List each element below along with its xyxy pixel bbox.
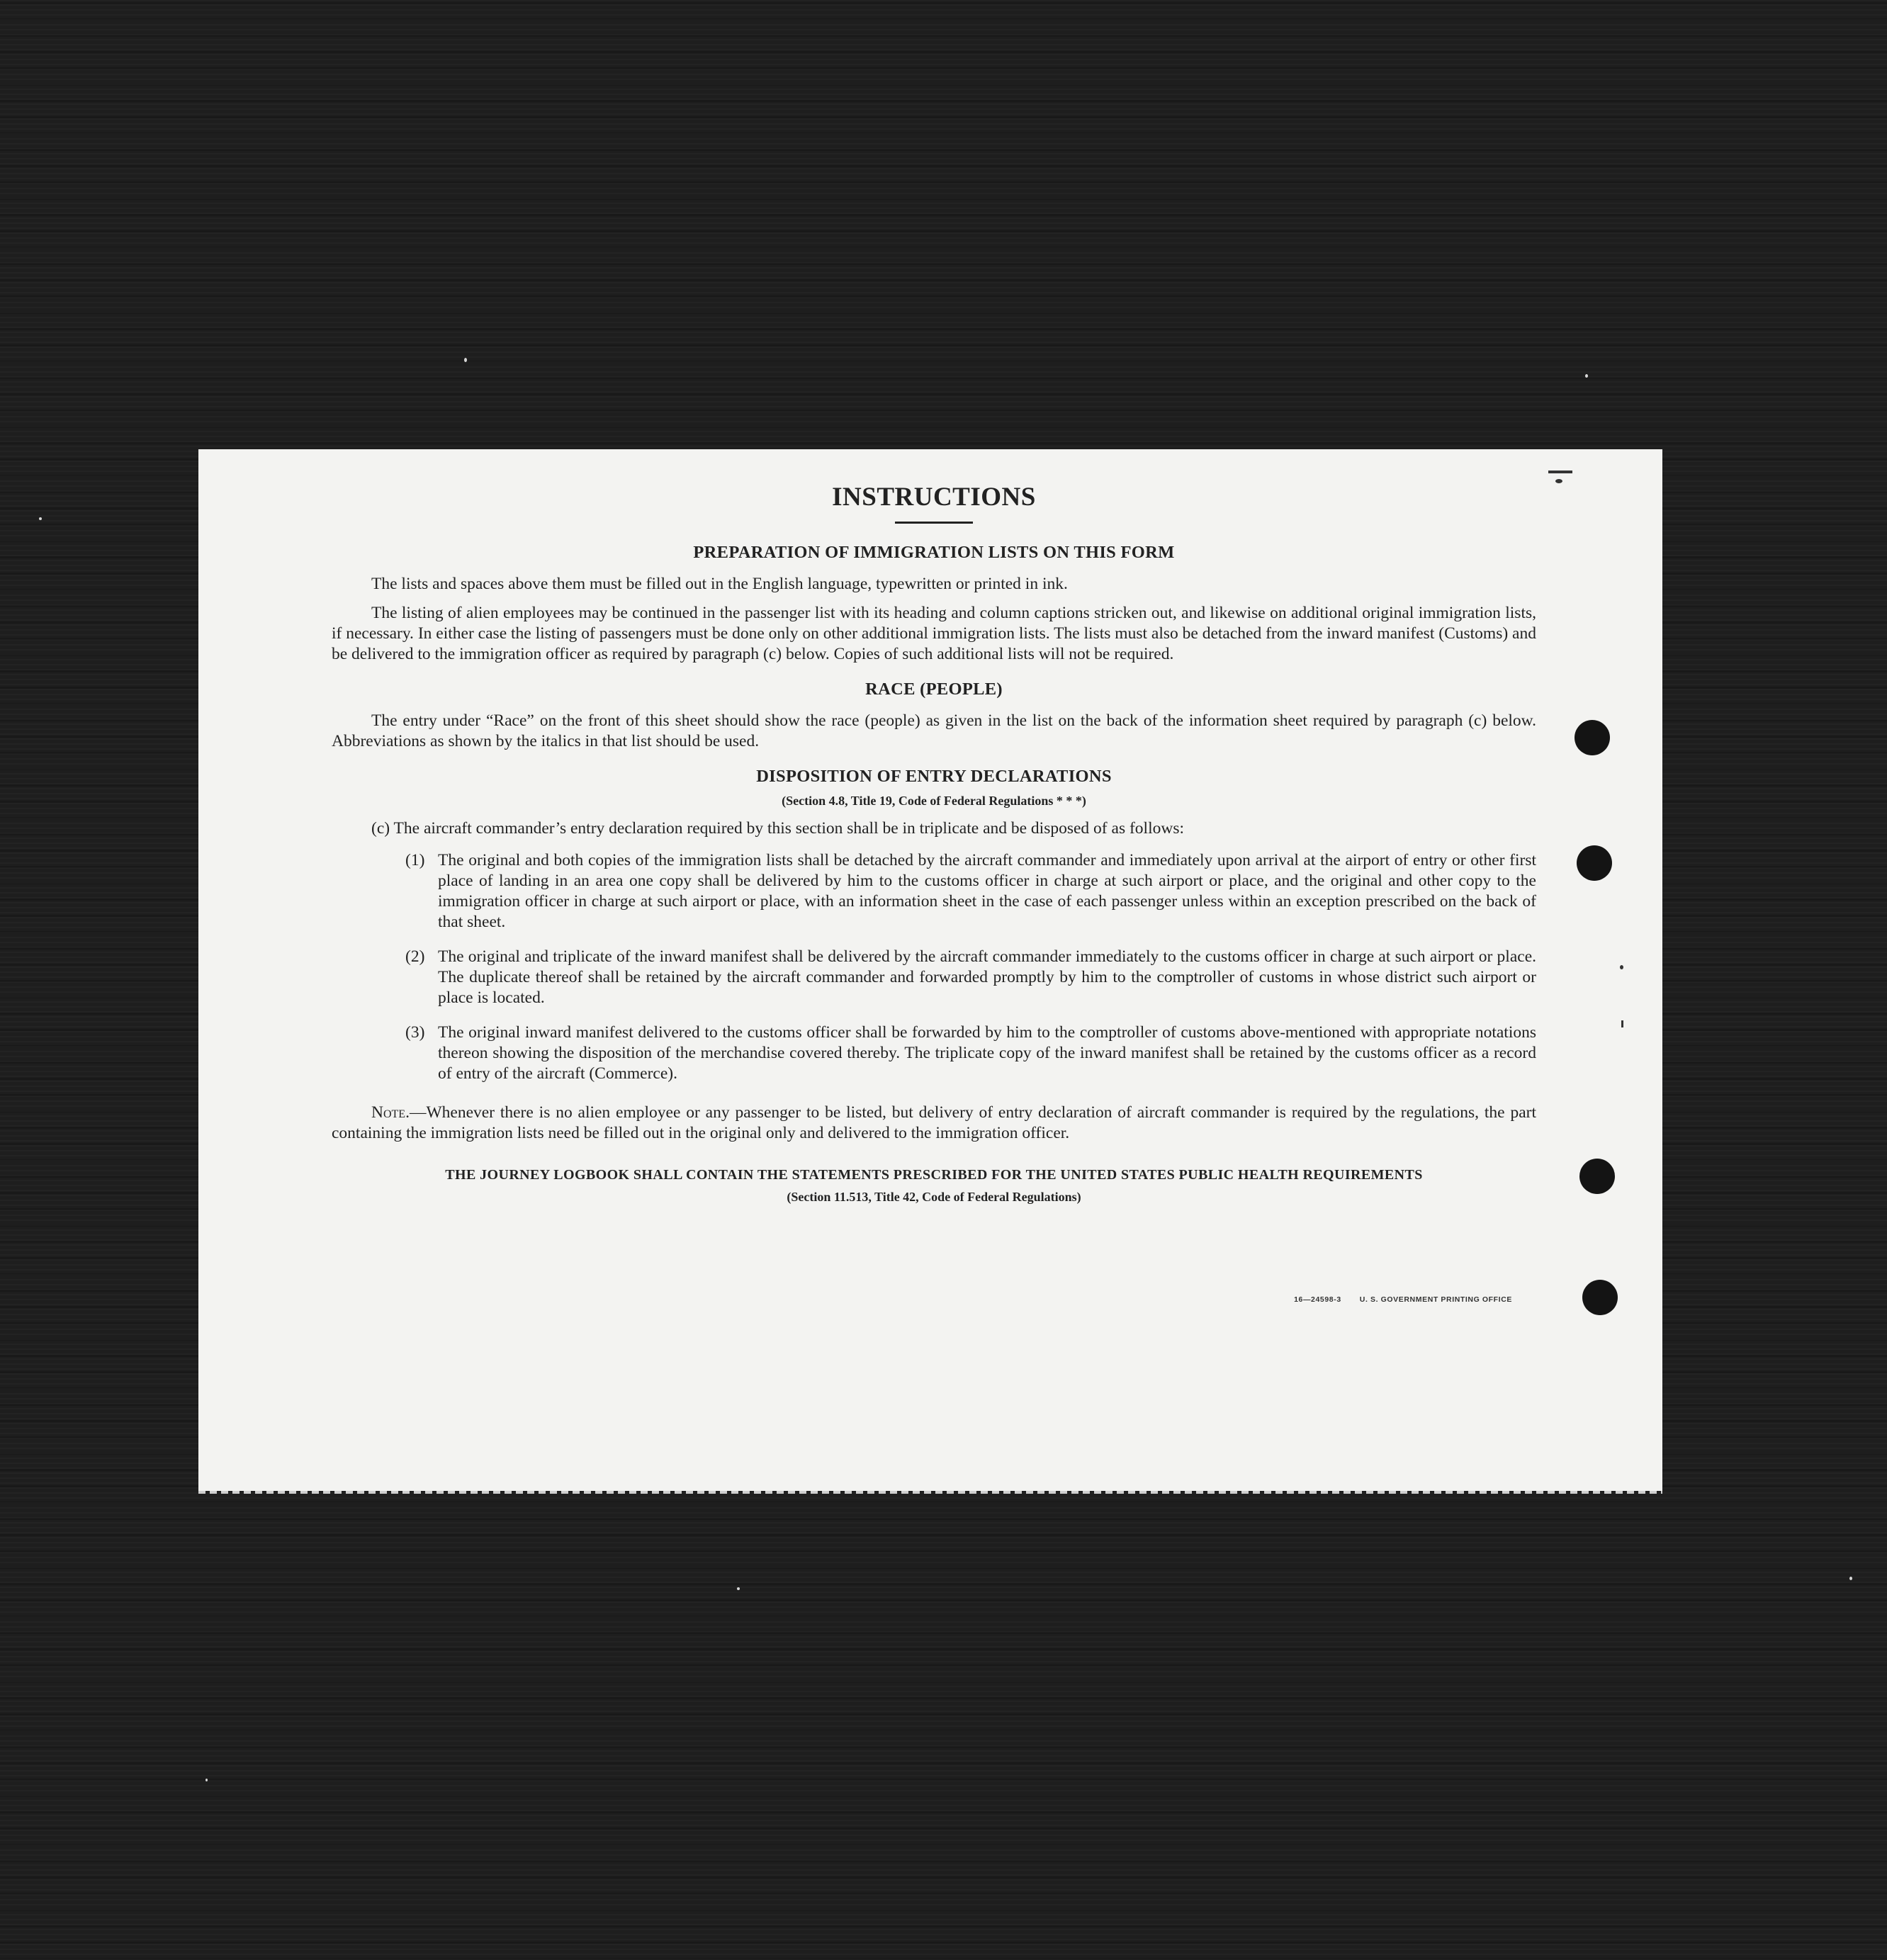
dust-speck: [1585, 374, 1588, 378]
dust-speck: [737, 1587, 740, 1590]
title-underline: [895, 522, 973, 524]
preparation-paragraph-1: The lists and spaces above them must be filled out in the English language, typewritten or printed in ink.: [371, 575, 1068, 593]
dust-speck: [464, 358, 467, 362]
item-text: The original and triplicate of the inward manifest shall be delivered by the aircraft commander immediately to the customs officer in charge at such airport or place. The duplicate thereof shall be retained by the aircraft commander and forwarded promptly by him to the comptroller of customs in whose district such airport or place is located.: [438, 947, 1536, 1007]
disposition-item-3: [405, 1023, 1536, 1084]
item-text: The original and both copies of the immigration lists shall be detached by the aircraft commander and immediately upon arrival at the airport of entry or other first place of landing in an area one copy shall be delivered by him to the customs officer in charge at such airport or place, and the original and other copy to the immigration officer in charge at such airport or place, with an information sheet in the case of each passenger unless within an exception prescribed on the back of that sheet.: [438, 851, 1536, 931]
instruction-sheet: [198, 449, 1662, 1491]
margin-mark: [1548, 471, 1572, 473]
note-label: Note.: [371, 1103, 410, 1122]
margin-mark: [1555, 479, 1562, 483]
journey-citation: (Section 11.513, Title 42, Code of Federal Regulations): [787, 1190, 1081, 1204]
item-number: (2): [405, 947, 425, 966]
instructions-content: [332, 480, 1536, 1207]
punch-hole: [1579, 1159, 1615, 1194]
form-number: 16—24598-3: [1294, 1295, 1341, 1304]
disposition-item-1: [405, 850, 1536, 933]
punch-hole: [1582, 1280, 1618, 1315]
punch-hole: [1575, 720, 1610, 755]
disposition-citation: (Section 4.8, Title 19, Code of Federal Regulations * * *): [782, 794, 1086, 808]
item-number: (3): [405, 1023, 425, 1042]
note-text: —Whenever there is no alien employee or any passenger to be listed, but delivery of entry declaration of aircraft commander is required by the regulations, the part containing the immigration lists need be filled out in the original only and delivered to the immigration officer.: [332, 1103, 1536, 1142]
margin-mark: [1620, 965, 1623, 969]
race-paragraph: The entry under “Race” on the front of this sheet should show the race (people) as given in the list on the back of the information sheet required by paragraph (c) below. Abbreviations as shown by the italics in that list should be used.: [332, 711, 1536, 750]
dust-speck: [205, 1779, 208, 1781]
item-text: The original inward manifest delivered to the customs officer shall be forwarded by him to the comptroller of customs above-mentioned with appropriate notations thereon showing the disposition of the merchandise covered thereby. The triplicate copy of the inward manifest shall be retained by the customs officer as a record of entry of the aircraft (Commerce).: [438, 1023, 1536, 1083]
page-title: INSTRUCTIONS: [832, 483, 1036, 512]
sheet-edge: [198, 1491, 1662, 1494]
item-number: (1): [405, 851, 425, 869]
dust-speck: [1849, 1577, 1852, 1580]
heading-preparation: PREPARATION OF IMMIGRATION LISTS ON THIS FORM: [693, 543, 1175, 562]
preparation-paragraph-2: The listing of alien employees may be continued in the passenger list with its heading and column captions stricken out, and likewise on additional original immigration lists, if necessary. In either case the listing of passengers must be done only on other additional immigration lists. The lists must also be detached from the inward manifest (Customs) and be delivered to the immigration officer as required by paragraph (c) below. Copies of such additional lists will not be required.: [332, 604, 1536, 663]
printer-imprint: [1294, 1295, 1512, 1304]
margin-mark: [1621, 1020, 1623, 1027]
heading-disposition: DISPOSITION OF ENTRY DECLARATIONS: [756, 767, 1112, 786]
journey-logbook-statement: THE JOURNEY LOGBOOK SHALL CONTAIN THE STATEMENTS PRESCRIBED FOR THE UNITED STATES PUBLIC HEALTH REQUIREMENTS: [445, 1167, 1423, 1183]
disposition-intro: (c) The aircraft commander’s entry declaration required by this section shall be in triplicate and be disposed of as follows:: [371, 819, 1184, 838]
note-paragraph: [332, 1103, 1536, 1144]
heading-race: RACE (PEOPLE): [865, 680, 1003, 699]
printer-name: U. S. GOVERNMENT PRINTING OFFICE: [1359, 1295, 1512, 1304]
disposition-item-2: [405, 947, 1536, 1008]
dust-speck: [39, 517, 42, 520]
punch-hole: [1577, 845, 1612, 881]
